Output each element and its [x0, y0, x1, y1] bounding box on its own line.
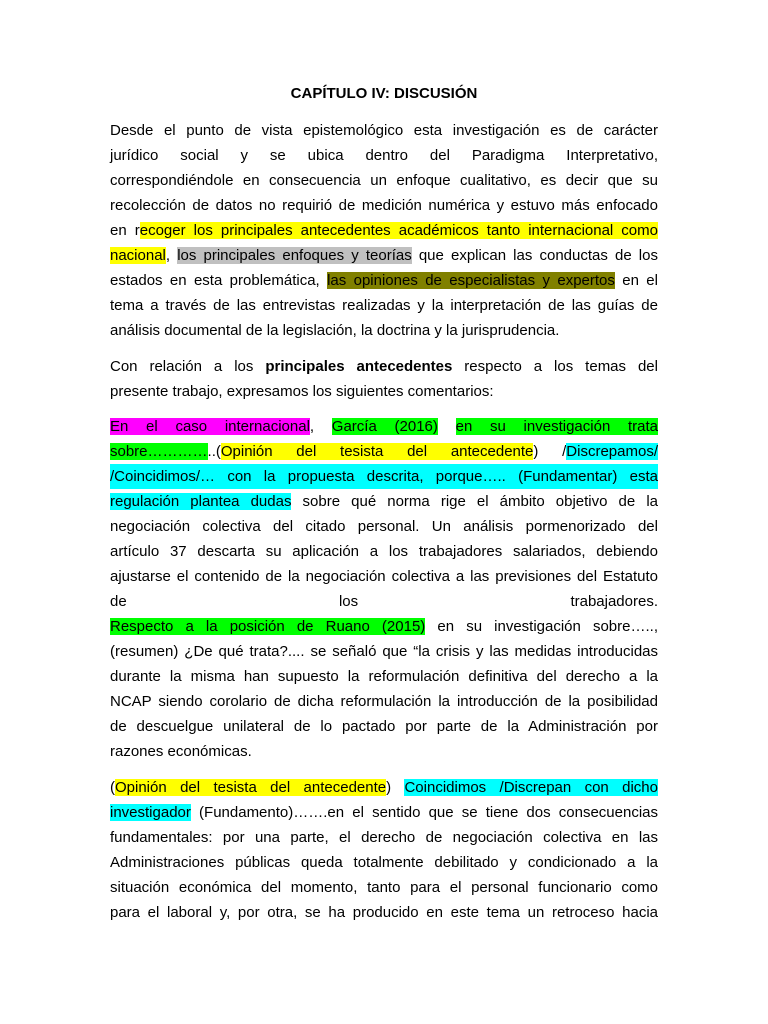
text-line: presente trabajo, expresamos los siguientes comentarios:	[110, 383, 494, 400]
text-line	[110, 439, 658, 464]
text-line: tema a través de las entrevistas realizadas y la interpretación de las guías de	[110, 297, 658, 314]
highlight-cyan: investigador	[110, 804, 191, 821]
highlight-green: en su investigación trata	[455, 418, 659, 435]
text-run: (	[110, 779, 115, 796]
paragraph-opinion	[110, 775, 658, 925]
text-line	[110, 800, 658, 825]
text-line: correspondiéndole en consecuencia un enfoque cualitativo, es decir que su	[110, 172, 658, 189]
text-line: durante la misma han supuesto la reformulación definitiva del derecho a la	[110, 668, 658, 685]
bold-text: principales antecedentes	[265, 358, 453, 375]
paragraph-intro	[110, 118, 658, 343]
text-run: sobre qué norma rige el ámbito objetivo de la	[291, 493, 658, 510]
highlight-green: sobre…………	[110, 443, 208, 460]
text-line	[110, 414, 658, 439]
text-line	[110, 268, 658, 293]
text-run: respecto a los temas del	[452, 358, 658, 375]
highlight-magenta: En el caso internacional	[110, 418, 310, 435]
highlight-green: Respecto a la posición de Ruano (2015)	[110, 618, 426, 635]
highlight-yellow: Opinión del tesista del antecedente	[220, 443, 534, 460]
text-line	[110, 489, 658, 514]
text-run: ,	[165, 247, 178, 264]
highlight-gray: los principales enfoques y teorías	[177, 247, 412, 264]
text-line: NCAP siendo corolario de dicha reformulación la introducción de la posibilidad	[110, 693, 658, 710]
text-line	[110, 775, 658, 800]
text-line: artículo 37 descarta su aplicación a los trabajadores salariados, debiendo	[110, 543, 658, 560]
text-line: razones económicas.	[110, 743, 252, 760]
text-line: para el laboral y, por otra, se ha producido en este tema un retroceso hacia	[110, 904, 658, 921]
text-run: (Fundamento)…….en el sentido que se tiene dos consecuencias	[190, 804, 658, 821]
paragraph-international-case	[110, 414, 658, 764]
text-run: estados en esta problemática,	[110, 272, 328, 289]
text-line: /Coincidimos/… con la propuesta descrita, porque….. (Fundamentar) esta	[110, 464, 658, 489]
text-run: ..(	[207, 443, 221, 460]
text-line: de descuelgue unilateral de lo pactado por parte de la Administración por	[110, 718, 658, 735]
text-line: análisis documental de la legislación, la doctrina y la jurisprudencia.	[110, 322, 560, 339]
highlight-cyan: Coincidimos /Discrepan con dicho	[404, 779, 658, 796]
highlight-yellow: Opinión del tesista del antecedente	[115, 779, 387, 796]
highlight-yellow: nacional	[110, 247, 166, 264]
text-run: ,	[309, 418, 332, 435]
text-line: Administraciones públicas queda totalmente debilitado y condicionado a la	[110, 854, 658, 871]
paragraph-antecedentes	[110, 354, 658, 404]
highlight-cyan: regulación plantea dudas	[110, 493, 292, 510]
text-line: ajustarse el contenido de la negociación colectiva a las previsiones del Estatuto	[110, 568, 658, 585]
text-line: Desde el punto de vista epistemológico esta investigación es de carácter	[110, 122, 658, 139]
text-run: en el	[614, 272, 658, 289]
text-run: )	[386, 779, 405, 796]
text-run	[438, 418, 456, 435]
highlight-olive: las opiniones de especialistas y expertos	[327, 272, 615, 289]
highlight-cyan: Discrepamos/	[566, 443, 658, 460]
text-line: situación económica del momento, tanto para el personal funcionario como	[110, 879, 658, 896]
text-run: en r	[110, 222, 140, 239]
text-run: Con relación a los	[110, 358, 266, 375]
highlight-green: García (2016)	[331, 418, 438, 435]
text-line: fundamentales: por una parte, el derecho de negociación colectiva en las	[110, 829, 658, 846]
text-line: (resumen) ¿De qué trata?.... se señaló que “la crisis y las medidas introducidas	[110, 643, 658, 660]
highlight-yellow: ecoger los principales antecedentes académicos tanto internacional como	[139, 222, 658, 239]
chapter-title: CAPÍTULO IV: DISCUSIÓN	[290, 85, 478, 102]
text-line: jurídico social y se ubica dentro del Paradigma Interpretativo,	[110, 147, 658, 164]
text-line	[110, 218, 658, 243]
text-run: en su investigación sobre…..,	[425, 618, 658, 635]
text-run: que explican las conductas de los	[411, 247, 658, 264]
text-line	[110, 614, 658, 639]
text-line: recolección de datos no requirió de medición numérica y estuvo más enfocado	[110, 197, 658, 214]
text-line	[110, 354, 658, 379]
text-line: negociación colectiva del citado personal. Un análisis pormenorizado del	[110, 518, 658, 535]
text-run: ) /	[533, 443, 567, 460]
text-line: de los trabajadores.	[110, 593, 658, 610]
text-line	[110, 243, 658, 268]
